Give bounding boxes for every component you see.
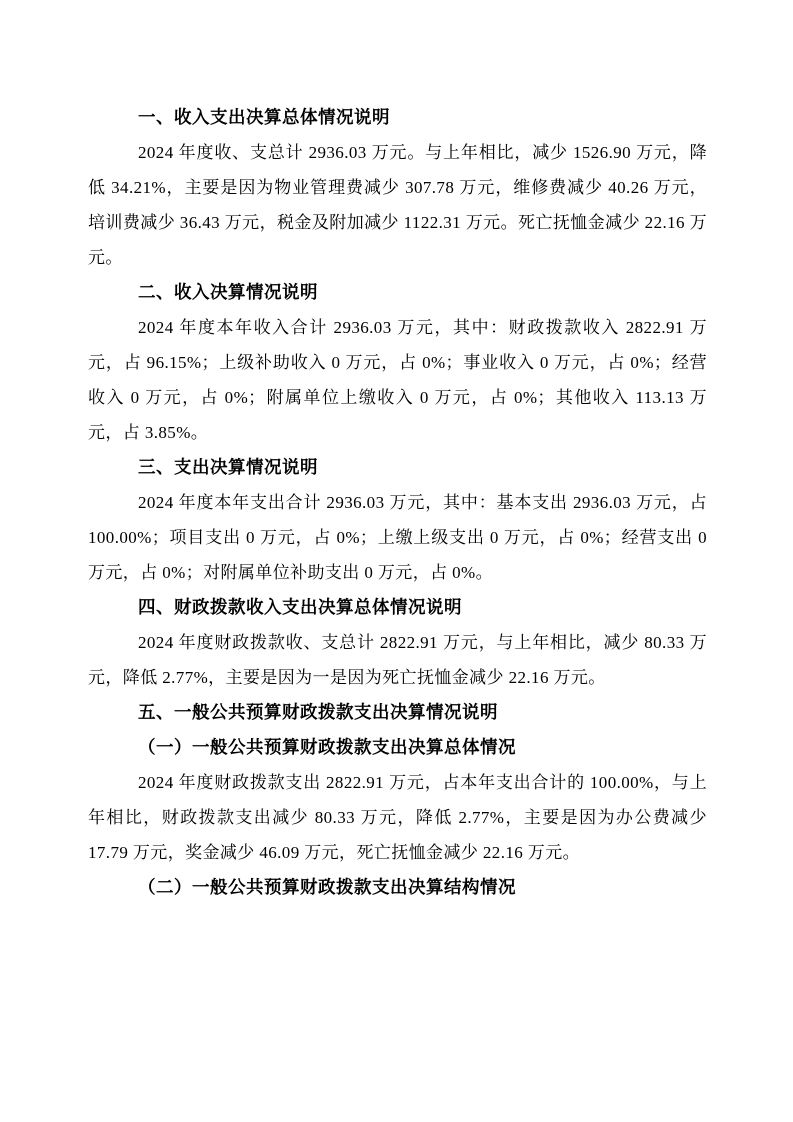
paragraph-general-public-budget-overall: 2024 年度财政拨款支出 2822.91 万元，占本年支出合计的 100.00%，与上年相比，财政拨款支出减少 80.33 万元，降低 2.77%，主要是因为办公费减少 17.79 万元，奖金减少 46.09 万元，死亡抚恤金减少 22.16 万元。: [88, 773, 707, 862]
section-heading-income-accounts: 二、收入决算情况说明: [138, 282, 318, 302]
paragraph-expenditure-accounts: 2024 年度本年支出合计 2936.03 万元，其中：基本支出 2936.03 万元，占 100.00%；项目支出 0 万元，占 0%；上缴上级支出 0 万元，占 0%；经营支出 0 万元，占 0%；对附属单位补助支出 0 万元，占 0%。: [88, 493, 707, 582]
section-heading-expenditure-accounts: 三、支出决算情况说明: [138, 457, 318, 477]
paragraph-income-accounts: 2024 年度本年收入合计 2936.03 万元，其中：财政拨款收入 2822.91 万元，占 96.15%；上级补助收入 0 万元，占 0%；事业收入 0 万元，占 0%；经营收入 0 万元，占 0%；附属单位上缴收入 0 万元，占 0%；其他收入 113.13 万元，占 3.85%。: [88, 318, 707, 442]
sub-heading-general-public-budget-structure: （二）一般公共预算财政拨款支出决算结构情况: [138, 877, 516, 897]
section-heading-income-expenditure-overview: 一、收入支出决算总体情况说明: [138, 107, 390, 127]
section-heading-fiscal-appropriation-overview: 四、财政拨款收入支出决算总体情况说明: [138, 597, 462, 617]
sub-heading-general-public-budget-overall: （一）一般公共预算财政拨款支出决算总体情况: [138, 737, 516, 757]
paragraph-fiscal-appropriation-overview: 2024 年度财政拨款收、支总计 2822.91 万元，与上年相比，减少 80.33 万元，降低 2.77%，主要是因为一是因为死亡抚恤金减少 22.16 万元。: [88, 633, 707, 687]
paragraph-income-expenditure-overview: 2024 年度收、支总计 2936.03 万元。与上年相比，减少 1526.90 万元，降低 34.21%，主要是因为物业管理费减少 307.78 万元，维修费减少 40.26 万元，培训费减少 36.43 万元，税金及附加减少 1122.31 万元。死亡抚恤金减少 22.16 万元。: [88, 143, 707, 267]
section-heading-general-public-budget-expenditure: 五、一般公共预算财政拨款支出决算情况说明: [138, 702, 498, 722]
